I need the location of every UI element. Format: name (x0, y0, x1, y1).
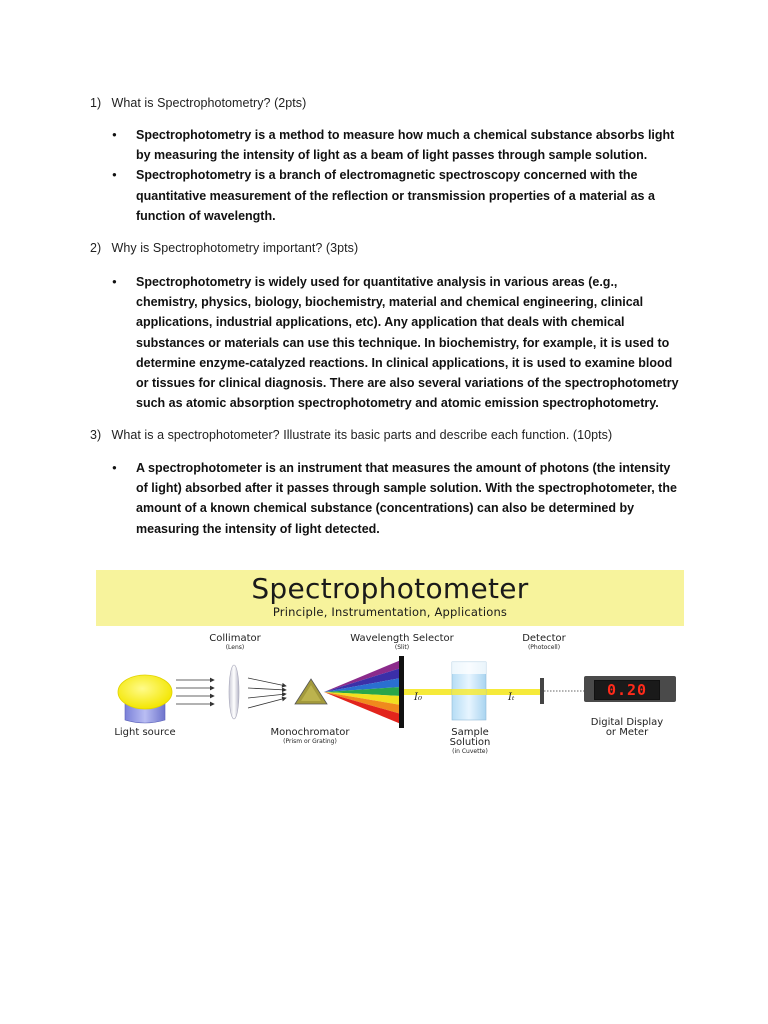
slit-icon (399, 656, 404, 728)
display-label-line-2: or Meter (605, 727, 649, 738)
question-2-text: Why is Spectrophotometry important? (3pts) (111, 241, 359, 255)
monochromator-sublabel: (Prism or Grating) (283, 738, 337, 745)
monochromator-label: Monochromator (270, 727, 350, 738)
meter-reading: 0.20 (606, 681, 648, 699)
light-source-label: Light source (114, 727, 176, 738)
spectrophotometer-figure (96, 570, 684, 768)
question-3-bullet-1: ● A spectrophotometer is an instrument that measures the amount of photons (the intensity of light) absorbed after it passes through sample solution. With the spectrophotometer, the amount of a known chemical substance (concentrations) can also be determined by measuring the intensity of light detected. (112, 458, 682, 539)
question-1-bullet-1: ● Spectrophotometry is a method to measure how much a chemical substance absorbs light by measuring the intensity of light as a beam of light passes through sample solution. (112, 125, 682, 165)
detector-sublabel: (Photocell) (527, 644, 561, 651)
question-1-answers (112, 125, 682, 226)
question-2-heading (90, 240, 358, 256)
cuvette-icon (452, 662, 486, 720)
display-label-line-1: Digital Display (590, 717, 664, 728)
collimated-rays-icon (248, 678, 286, 708)
question-1-text: What is Spectrophotometry? (2pts) (111, 96, 307, 110)
collimator-lens-icon (229, 665, 239, 719)
question-2-bullet-1: ● Spectrophotometry is widely used for quantitative analysis in various areas (e.g., chemistry, physics, biology, biochemistry, material and chemical engineering, clinical applications, industrial applications, etc). Any application that deals with chemical substances or materials can use this technique. In biochemistry, for example, it is used to determine enzyme-catalyzed reactions. In clinical applications, it is used to examine blood or tissues for clinical diagnosis. There are also several variations of the spectrophotometry such as atomic absorption spectrophotometry and atomic emission spectrophotometry. (112, 272, 682, 413)
question-2-answers (112, 272, 682, 413)
question-3-heading (90, 427, 612, 443)
wavelength-selector-sublabel: (Slit) (394, 644, 410, 651)
question-3-number: 3) (90, 428, 102, 442)
question-1-heading (90, 95, 306, 111)
sample-label-line-1: Sample (451, 727, 489, 738)
detector-icon (540, 678, 544, 704)
intensity-in-label: I₀ (414, 692, 422, 703)
collimator-sublabel: (Lens) (225, 644, 245, 651)
collimator-label: Collimator (209, 633, 261, 644)
light-rays-icon (176, 680, 214, 704)
wavelength-selector-label: Wavelength Selector (350, 633, 454, 644)
figure-title: Spectrophotometer (251, 572, 529, 605)
detector-label: Detector (522, 633, 566, 644)
intensity-out-label: Iₜ (508, 692, 515, 703)
question-3-text: What is a spectrophotometer? Illustrate its basic parts and describe each function. (10pts) (111, 428, 613, 442)
question-3-answers (112, 458, 682, 539)
question-2-number: 2) (90, 241, 102, 255)
question-1-number: 1) (90, 96, 102, 110)
meter-screen (594, 680, 660, 700)
figure-subtitle: Principle, Instrumentation, Applications (272, 605, 508, 619)
spectrum-fan-icon (324, 660, 401, 724)
sample-sublabel: (in Cuvette) (452, 748, 488, 755)
light-source-icon (118, 675, 172, 723)
question-1-bullet-2: ● Spectrophotometry is a branch of electromagnetic spectroscopy concerned with the quantitative measurement of the reflection or transmission properties of a material as a function of wavelength. (112, 165, 682, 226)
digital-meter (584, 676, 676, 702)
figure-banner (96, 570, 684, 626)
sample-label-line-2: Solution (449, 737, 491, 748)
